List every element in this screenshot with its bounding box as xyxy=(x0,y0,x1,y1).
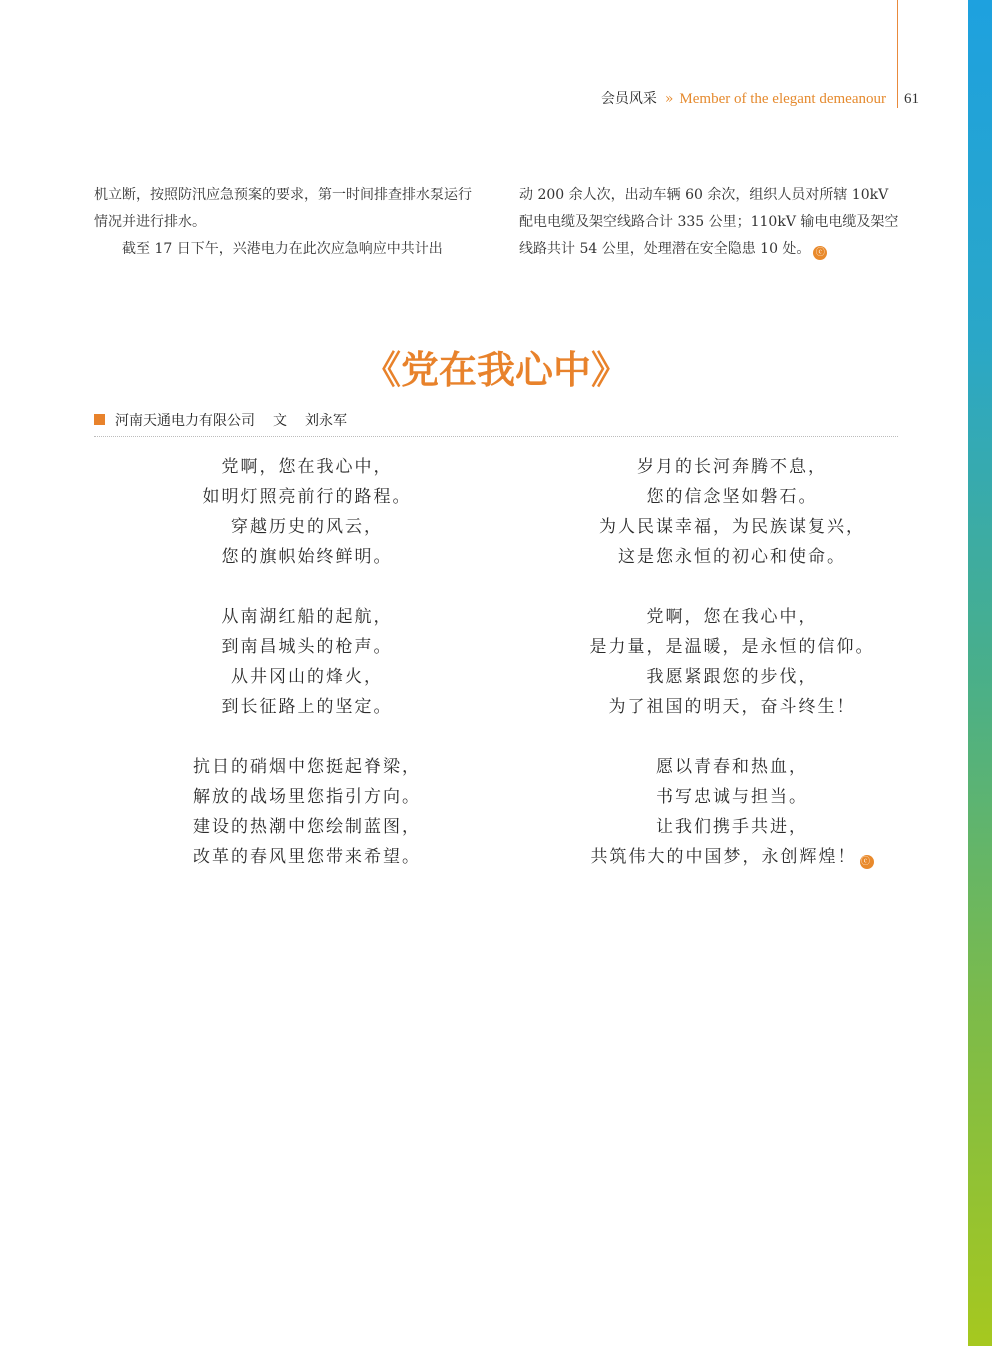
poem-line: 这是您永恒的初心和使命。 xyxy=(618,547,846,567)
double-chevron-icon: » xyxy=(664,91,674,107)
poem-line: 您的信念坚如磐石。 xyxy=(646,487,818,507)
poem-line: 让我们携手共进， xyxy=(656,817,808,837)
poem-line: 岁月的长河奔腾不息， xyxy=(637,457,827,477)
article-right-column xyxy=(519,182,901,263)
poem-line: 穿越历史的风云， xyxy=(231,517,383,537)
poem-line: 为人民谋幸福，为民族谋复兴， xyxy=(599,517,865,537)
poem-line: 您的旗帜始终鲜明。 xyxy=(221,547,393,567)
side-gradient-bar xyxy=(968,0,992,1346)
orange-square-icon xyxy=(94,414,105,425)
swirl-end-mark-icon: ⓒ xyxy=(860,857,872,867)
poem-line: 党啊，您在我心中， xyxy=(221,457,393,477)
article-paragraph xyxy=(519,182,901,263)
header-divider-line xyxy=(897,0,898,108)
poem-line: 党啊，您在我心中， xyxy=(646,607,818,627)
poem-line: 如明灯照亮前行的路程。 xyxy=(202,487,412,507)
poem-line: 解放的战场里您指引方向。 xyxy=(193,787,421,807)
poem-stanza xyxy=(531,752,933,872)
author-name: 刘永军 xyxy=(305,413,347,429)
poem-stanza xyxy=(531,602,933,722)
poem-line: 从南湖红船的起航， xyxy=(221,607,393,627)
poem-line: 从井冈山的烽火， xyxy=(231,667,383,687)
poem-line: 是力量，是温暖，是永恒的信仰。 xyxy=(589,637,875,657)
poem-left-column xyxy=(106,452,508,902)
poem-line: 到长征路上的坚定。 xyxy=(221,697,393,717)
poem-line: 书写忠诚与担当。 xyxy=(656,787,808,807)
article-paragraph-text: 动 200 余人次，出动车辆 60 余次，组织人员对所辖 10kV 配电电缆及架空线路合计 335 公里；110kV 输电电缆及架空线路共计 54 公里，处理潜在安全隐患 10 处。 xyxy=(519,187,899,257)
poem-stanza xyxy=(106,452,508,572)
poem-right-column xyxy=(531,452,933,902)
section-title: 会员风采 xyxy=(600,91,657,107)
running-header xyxy=(540,88,886,110)
poem-line: 抗日的硝烟中您挺起脊梁， xyxy=(193,757,421,777)
poem-line-text: 共筑伟大的中国梦，永创辉煌！ xyxy=(590,847,857,867)
poem-byline xyxy=(94,410,898,437)
section-title-english: Member of the elegant demeanour xyxy=(679,91,886,107)
poem-line: 愿以青春和热血， xyxy=(656,757,808,777)
poem-line xyxy=(531,842,933,872)
article-left-column xyxy=(94,182,476,263)
article-paragraph: 机立断，按照防汛应急预案的要求，第一时间排查排水泵运行情况并进行排水。 xyxy=(94,187,472,230)
page-number: 61 xyxy=(904,91,919,107)
poem-line: 改革的春风里您带来希望。 xyxy=(193,847,421,867)
byline-role: 文 xyxy=(273,413,287,429)
poem-line: 到南昌城头的枪声。 xyxy=(221,637,393,657)
swirl-end-mark-icon: ⓒ xyxy=(813,246,827,260)
poem-title: 《党在我心中》 xyxy=(362,347,629,392)
poem-stanza xyxy=(106,752,508,872)
poem-stanza xyxy=(106,602,508,722)
poem-line: 我愿紧跟您的步伐， xyxy=(646,667,818,687)
poem-stanza xyxy=(531,452,933,572)
article-paragraph: 截至 17 日下午，兴港电力在此次应急响应中共计出 xyxy=(122,241,443,257)
poem-line: 建设的热潮中您绘制蓝图， xyxy=(193,817,421,837)
poem-line: 为了祖国的明天，奋斗终生！ xyxy=(608,697,856,717)
author-company: 河南天通电力有限公司 xyxy=(115,413,255,429)
